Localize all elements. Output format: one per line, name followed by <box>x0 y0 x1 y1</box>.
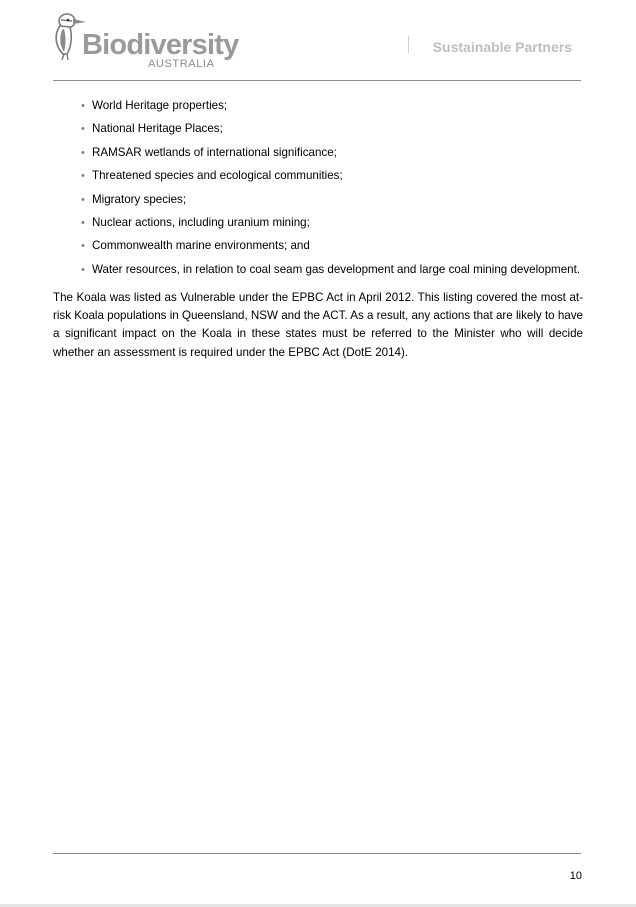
list-item <box>80 168 590 191</box>
list-item <box>80 121 590 144</box>
footer-rule <box>53 853 581 854</box>
logo <box>52 10 242 72</box>
list-item-text: Commonwealth marine environments; and <box>92 239 310 253</box>
list-item-text: Threatened species and ecological communities; <box>92 169 343 183</box>
bullet-list <box>80 98 590 285</box>
list-item <box>80 145 590 168</box>
logo-wordmark: Biodiversity <box>82 29 239 61</box>
list-item <box>80 98 590 121</box>
bullet-dot-icon: • <box>81 216 85 229</box>
list-item <box>80 215 590 238</box>
list-item <box>80 192 590 215</box>
bullet-dot-icon: • <box>81 146 85 159</box>
list-item-text: Nuclear actions, including uranium mining; <box>92 215 310 229</box>
list-item-text: RAMSAR wetlands of international significance; <box>92 145 337 159</box>
list-item-text: Water resources, in relation to coal seam gas development and large coal mining development. <box>92 262 581 276</box>
bullet-dot-icon: • <box>81 240 85 253</box>
kookaburra-bird-icon <box>52 10 86 60</box>
bullet-dot-icon: • <box>81 193 85 206</box>
header-divider <box>408 36 409 53</box>
list-item <box>80 238 590 261</box>
body-paragraph: The Koala was listed as Vulnerable under the EPBC Act in April 2012. This listing covered the most at-risk Koala populations in Queensland, NSW and the ACT. As a result, any actions that are likely to have a significant impact on the Koala in these states must be referred to the Minister who will decide whether an assessment is required under the EPBC Act (DotE 2014). <box>53 291 583 359</box>
bullet-dot-icon: • <box>81 100 85 112</box>
logo-subtitle: AUSTRALIA <box>148 58 215 70</box>
bullet-dot-icon: • <box>81 263 85 276</box>
bullet-dot-icon: • <box>81 123 85 136</box>
list-item <box>80 262 590 285</box>
page-number: 10 <box>569 870 582 882</box>
bullet-dot-icon: • <box>81 170 85 183</box>
list-item-text: World Heritage properties; <box>92 99 228 112</box>
list-item-text: Migratory species; <box>92 192 187 206</box>
header-tagline: Sustainable Partners <box>432 39 572 55</box>
header-rule <box>53 80 581 81</box>
list-item-text: National Heritage Places; <box>92 122 223 136</box>
